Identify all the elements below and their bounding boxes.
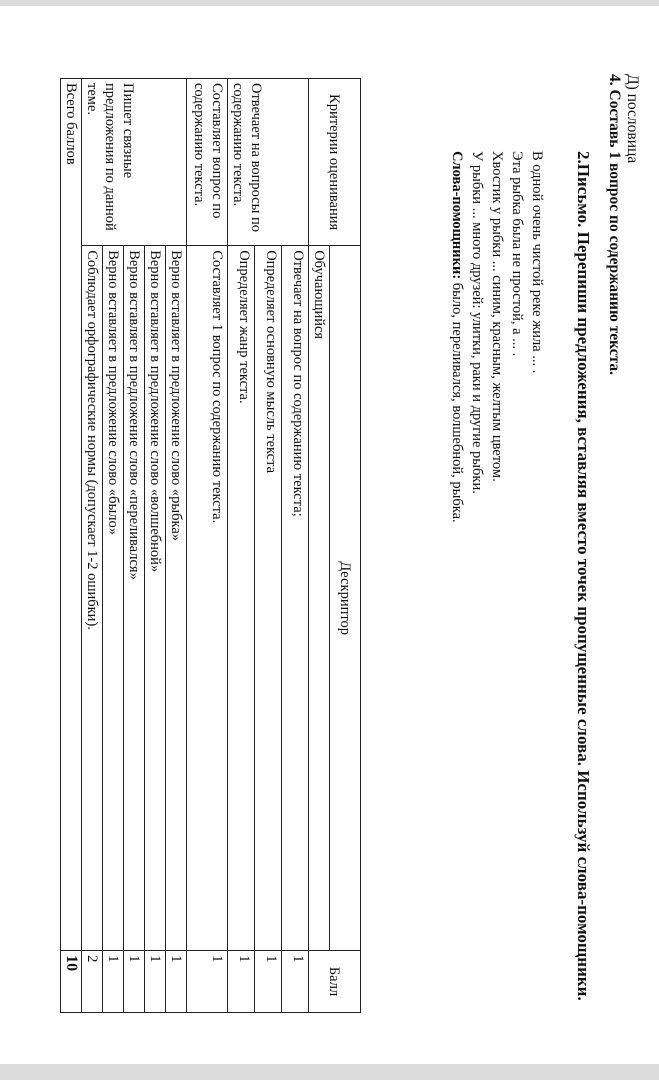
score-cell: 1 xyxy=(124,951,145,1013)
table-header-row xyxy=(330,79,361,1013)
helper-words-list: было, переливался, волшебной, рыбка. xyxy=(449,279,465,523)
table-total-row xyxy=(61,79,82,1013)
descriptor-cell: Отвечает на вопрос по содержанию текста; xyxy=(282,246,309,951)
rotated-content xyxy=(0,6,659,1064)
score-cell: 1 xyxy=(228,951,255,1013)
viewer-bottom-bar xyxy=(0,1064,659,1080)
descriptor-cell: Верно вставляет в предложение слово «переливался» xyxy=(124,246,145,951)
helper-words xyxy=(448,151,465,523)
option-d-line: Д) пословица xyxy=(624,74,641,164)
descriptor-cell: Составляет 1 вопрос по содержанию текста. xyxy=(187,246,228,951)
descriptor-cell: Верно вставляет в предложение слово «волшебной» xyxy=(145,246,166,951)
helper-words-label: Слова-помощники: xyxy=(449,151,465,280)
score-cell: 2 xyxy=(82,951,103,1013)
score-cell: 1 xyxy=(255,951,282,1013)
header-criteria: Критерии оценивания xyxy=(309,79,361,246)
task-4-heading: 4. Составь 1 вопрос по содержанию текста. xyxy=(606,74,623,376)
descriptor-cell: Определяет основную мысль текста xyxy=(255,246,282,951)
score-cell: 1 xyxy=(282,951,309,1013)
sentence-4: У рыбки ... много друзей: улитки, раки и другие рыбки. xyxy=(469,151,485,494)
sentence-3: Хвостик у рыбки ... синим, красным, желтым цветом. xyxy=(489,151,505,482)
total-value: 10 xyxy=(61,951,82,1013)
document-page xyxy=(0,6,659,1064)
score-cell: 1 xyxy=(103,951,124,1013)
table-row xyxy=(166,79,187,1013)
header-score: Балл xyxy=(309,951,361,1013)
descriptor-cell: Соблюдает орфографические нормы (допускает 1-2 ошибки). xyxy=(82,246,103,951)
criterion-answers: Отвечает на вопросы по содержанию текста. xyxy=(228,79,309,246)
task-2-heading: 2.Письмо. Перепиши предложения, вставляя вместо точек пропущенные слова. Используй слова-помощники. xyxy=(574,151,593,1001)
sentence-2: Эта рыбка была не простой, а ... . xyxy=(509,151,525,357)
score-cell: 1 xyxy=(187,951,228,1013)
score-cell: 1 xyxy=(145,951,166,1013)
descriptor-cell: Определяет жанр текста. xyxy=(228,246,255,951)
score-cell: 1 xyxy=(166,951,187,1013)
total-label: Всего баллов xyxy=(61,79,82,951)
descriptor-cell: Верно вставляет в предложение слово «рыбка» xyxy=(166,246,187,951)
criterion-question: Составляет вопрос по содержанию текста. xyxy=(187,79,228,246)
criterion-writing: Пишет связные предложения по данной теме. xyxy=(82,79,187,246)
student-label: Обучающийся xyxy=(309,246,330,951)
table-row xyxy=(282,79,309,1013)
table-row xyxy=(187,79,228,1013)
sentence-1: В одной очень чистой реке жила ... . xyxy=(529,151,545,374)
criteria-table xyxy=(60,78,361,1013)
descriptor-cell: Верно вставляет в предложение слово «было» xyxy=(103,246,124,951)
header-descriptor: Дескриптор xyxy=(330,246,361,951)
